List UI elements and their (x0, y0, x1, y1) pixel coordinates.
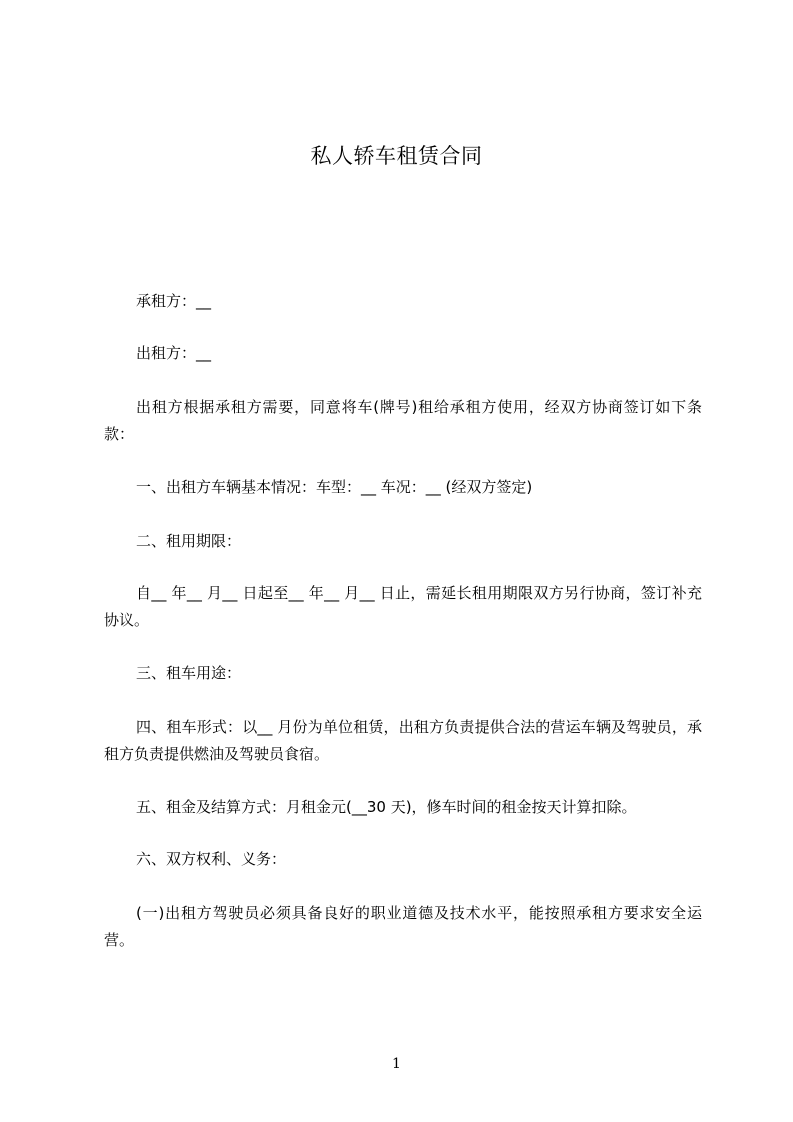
clause-1-vehicle-info: 一、出租方车辆基本情况：车型：__ 车况：__ (经双方签定) (136, 478, 533, 496)
clause-5-payment: 五、租金及结算方式：月租金元(__30 天)，修车时间的租金按天计算扣除。 (136, 798, 637, 816)
lessee-line: 承租方：__ (136, 292, 212, 310)
page-number: 1 (392, 1056, 401, 1072)
clause-3-heading: 三、租车用途： (136, 664, 242, 682)
clause-6-heading: 六、双方权利、义务： (136, 850, 287, 868)
clause-2-term-paragraph: 自__ 年__ 月__ 日起至__ 年__ 月__ 日止，需延长租用期限双方另行协商，签订补充协议。 (104, 584, 702, 629)
lessor-line: 出租方：__ (136, 344, 212, 362)
clause-2-heading: 二、租用期限： (136, 532, 242, 550)
intro-paragraph: 出租方根据承租方需要，同意将车(牌号)租给承租方使用，经双方协商签订如下条款： (104, 398, 702, 443)
clause-6-item-1: (一)出租方驾驶员必须具备良好的职业道德及技术水平，能按照承租方要求安全运营。 (104, 904, 702, 949)
document-title: 私人轿车租赁合同 (310, 144, 483, 168)
clause-4-rental-form: 四、租车形式：以__ 月份为单位租赁，出租方负责提供合法的营运车辆及驾驶员，承租方负责提供燃油及驾驶员食宿。 (104, 718, 702, 763)
